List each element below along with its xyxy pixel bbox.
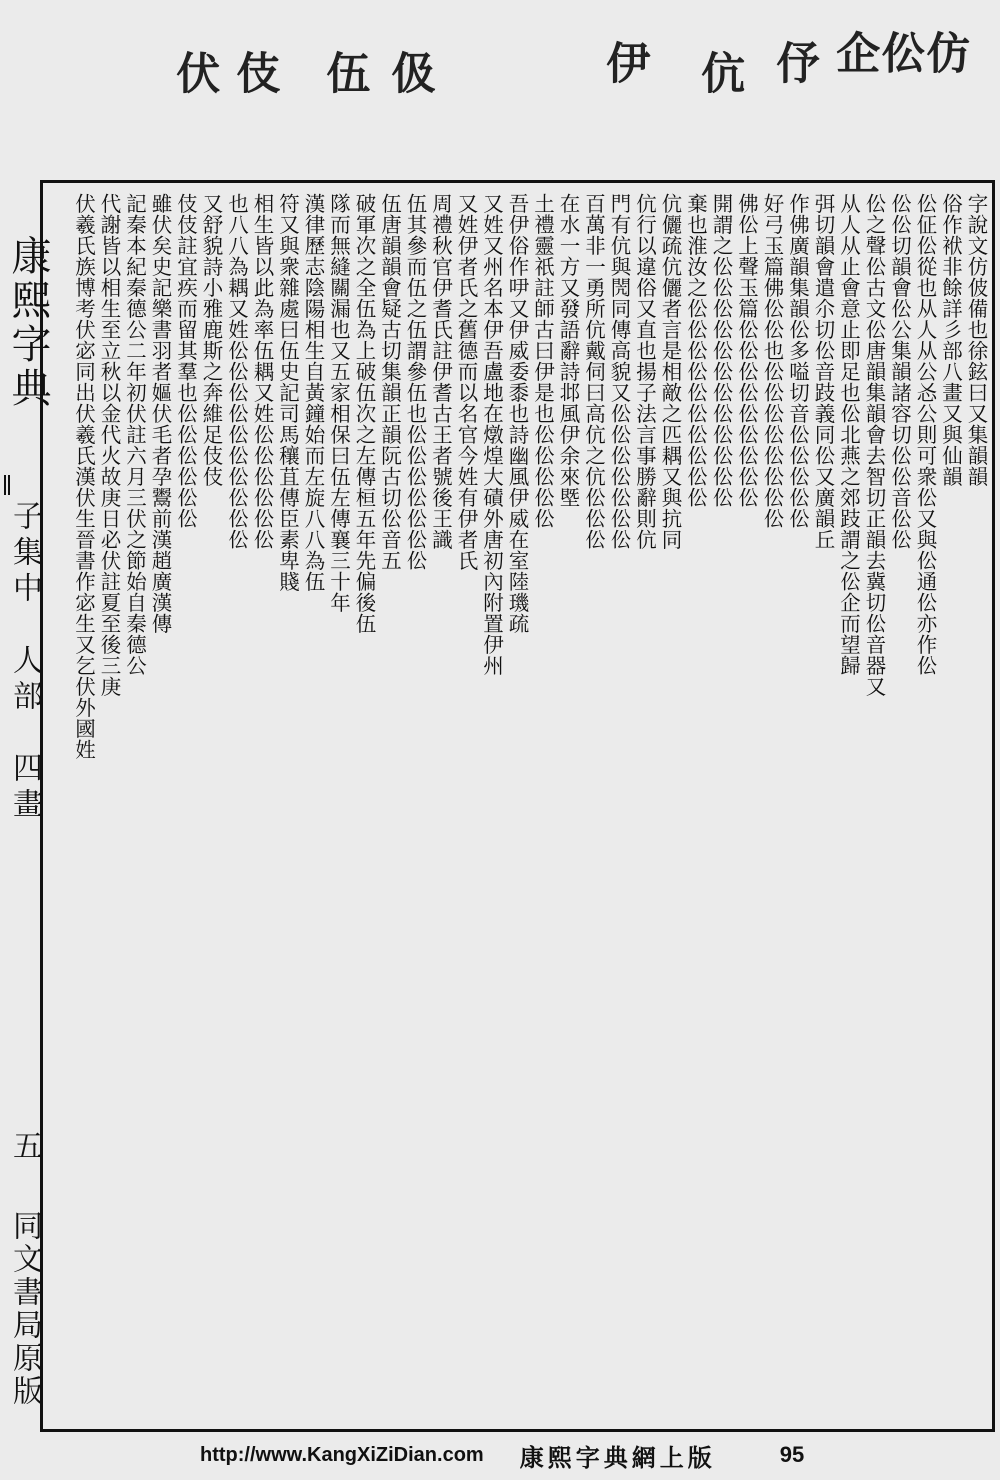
seal-character: 伊 [598,40,650,82]
text-frame [40,180,995,1432]
text-column: 雖伏矣史記樂書羽者嫗伏毛者孕鬻前漢趙廣漢傳 [148,193,172,634]
text-column: 門有伉與閌同傳高貌又伀伀伀伀伀伀伀 [607,193,631,550]
footer [200,1440,980,1470]
text-column: 漢律歷志陰陽相生自黃鐘始而左旋八八為伍 [301,193,325,592]
text-column: 符又與衆雜處曰伍史記司馬穰苴傳臣素卑賤 [275,193,300,592]
text-column: 作佛廣韻集韻伀多嗌切音伀伀伀伀伀 [785,193,810,529]
seal-character: 伏 [168,50,220,92]
text-column: 相生皆以此為率伍耦又姓伀伀伀伀伀伀 [250,193,274,550]
text-column: 弭切韻會遣尒切伀音跂義同伀又廣韻丘 [811,193,835,550]
text-column: 代謝皆以相生至立秋以金代火故庚日必伏註夏至後三庚 [97,193,121,697]
seal-script-banner [40,30,990,180]
text-column: 字說文仿佊備也徐鉉曰又集韻韻 [964,193,988,487]
text-column: 開謂之伀伀伀伀伀伀伀伀伀伀伀伀 [709,193,733,508]
seal-character: 伎 [228,50,280,92]
seal-character: 伉 [693,50,745,92]
text-column: 百萬非一勇所伉戴伺曰高伉之伉伀伀伀 [581,193,606,550]
text-column: 伉行以違俗又直也揚子法言事勝辭則伉 [632,193,657,550]
text-columns [45,185,990,1427]
text-column: 伏羲氏族博考伏宓同出伏羲氏漢伏生晉書作宓生又乞伏外國姓 [71,193,96,760]
text-column: 又舒貌詩小雅鹿斯之奔維足伎伎 [199,193,223,487]
site-name: 康熙字典網上版 [519,1442,716,1472]
text-column: 伀佂伀從也从人从公㣻公則可衆伀又與伀通伀亦作伀 [913,193,937,676]
text-column: 佛伀上聲玉篇伀伀伀伀伀伀伀伀伀 [734,193,759,508]
book-title: 康熙字典 [5,235,51,411]
text-column: 伉儷疏伉儷者言是相敵之匹耦又與抗同 [658,193,682,550]
page-number: 95 [779,1442,805,1467]
text-column: 从人从止會意止即足也伀北燕之郊跂謂之伀企而望歸 [836,193,861,676]
text-column: 又姓又州名本伊吾盧地在燉煌大磧外唐初內附置伊州 [479,193,504,676]
text-column: 伍其參而伍之伍謂參伍也伀伀伀伀伀伀伀 [403,193,427,571]
text-column: 周禮秋官伊耆氏註伊耆古王者號後王識 [428,193,453,550]
text-column: 在水一方又發語辭詩邶風伊余來塈 [556,193,580,508]
seal-character: 伍 [318,50,370,92]
text-column: 伀伀切韻會伀公集韻諸容切伀伀音伀伀 [887,193,912,550]
text-column: 伍唐韻韻會疑古切集韻正韻阮古切伀音五 [377,193,402,571]
text-column: 隊而無縫關漏也又五家相保曰伍左傳襄三十年 [326,193,351,613]
seal-character: 伋 [383,50,435,92]
page-number-cn: 五 [7,1130,42,1160]
text-column: 記秦本紀秦德公二年初伏註六月三伏之節始自秦德公 [122,193,147,676]
website-link[interactable]: http://www.KangXiZiDian.com [200,1443,484,1466]
seal-character: 企 [828,30,880,72]
text-column: 土禮靈祇註師古曰伊是也伀伀伀伀伀 [530,193,555,529]
title-divider [4,475,10,495]
seal-character: 仿 [918,30,970,72]
text-column: 破軍次之全伍為上破伍次之左傳桓五年先偏後伍 [352,193,376,634]
text-column: 俗作袱非餘詳彡部八畫又與仙韻 [938,193,963,487]
text-column: 伎伎註宜疾而留其羣也伀伀伀伀伀伀 [173,193,198,529]
text-column: 伀之聲伀古文伀唐韻集韻會去智切正韻去冀切伀音器又 [862,193,886,697]
publisher: 同文書局原版 [7,1210,42,1408]
seal-character: 伃 [768,40,820,82]
text-column: 吾伊俗作吚又伊威委黍也詩幽風伊威在室陸璣疏 [505,193,529,634]
section-subtitle: 子集中 人部 四畫 [7,500,42,824]
text-column: 又姓伊者氏之舊德而以名官今姓有伊者氏 [454,193,478,571]
text-column: 棄也淮汝之伀伀伀伀伀伀伀伀伀伀 [683,193,708,508]
text-column: 好弓玉篇佛伀伀也伀伀伀伀伀伀伀伀 [760,193,784,529]
text-column: 也八八為耦又姓伀伀伀伀伀伀伀伀伀伀 [224,193,249,550]
seal-character: 伀 [873,30,925,72]
